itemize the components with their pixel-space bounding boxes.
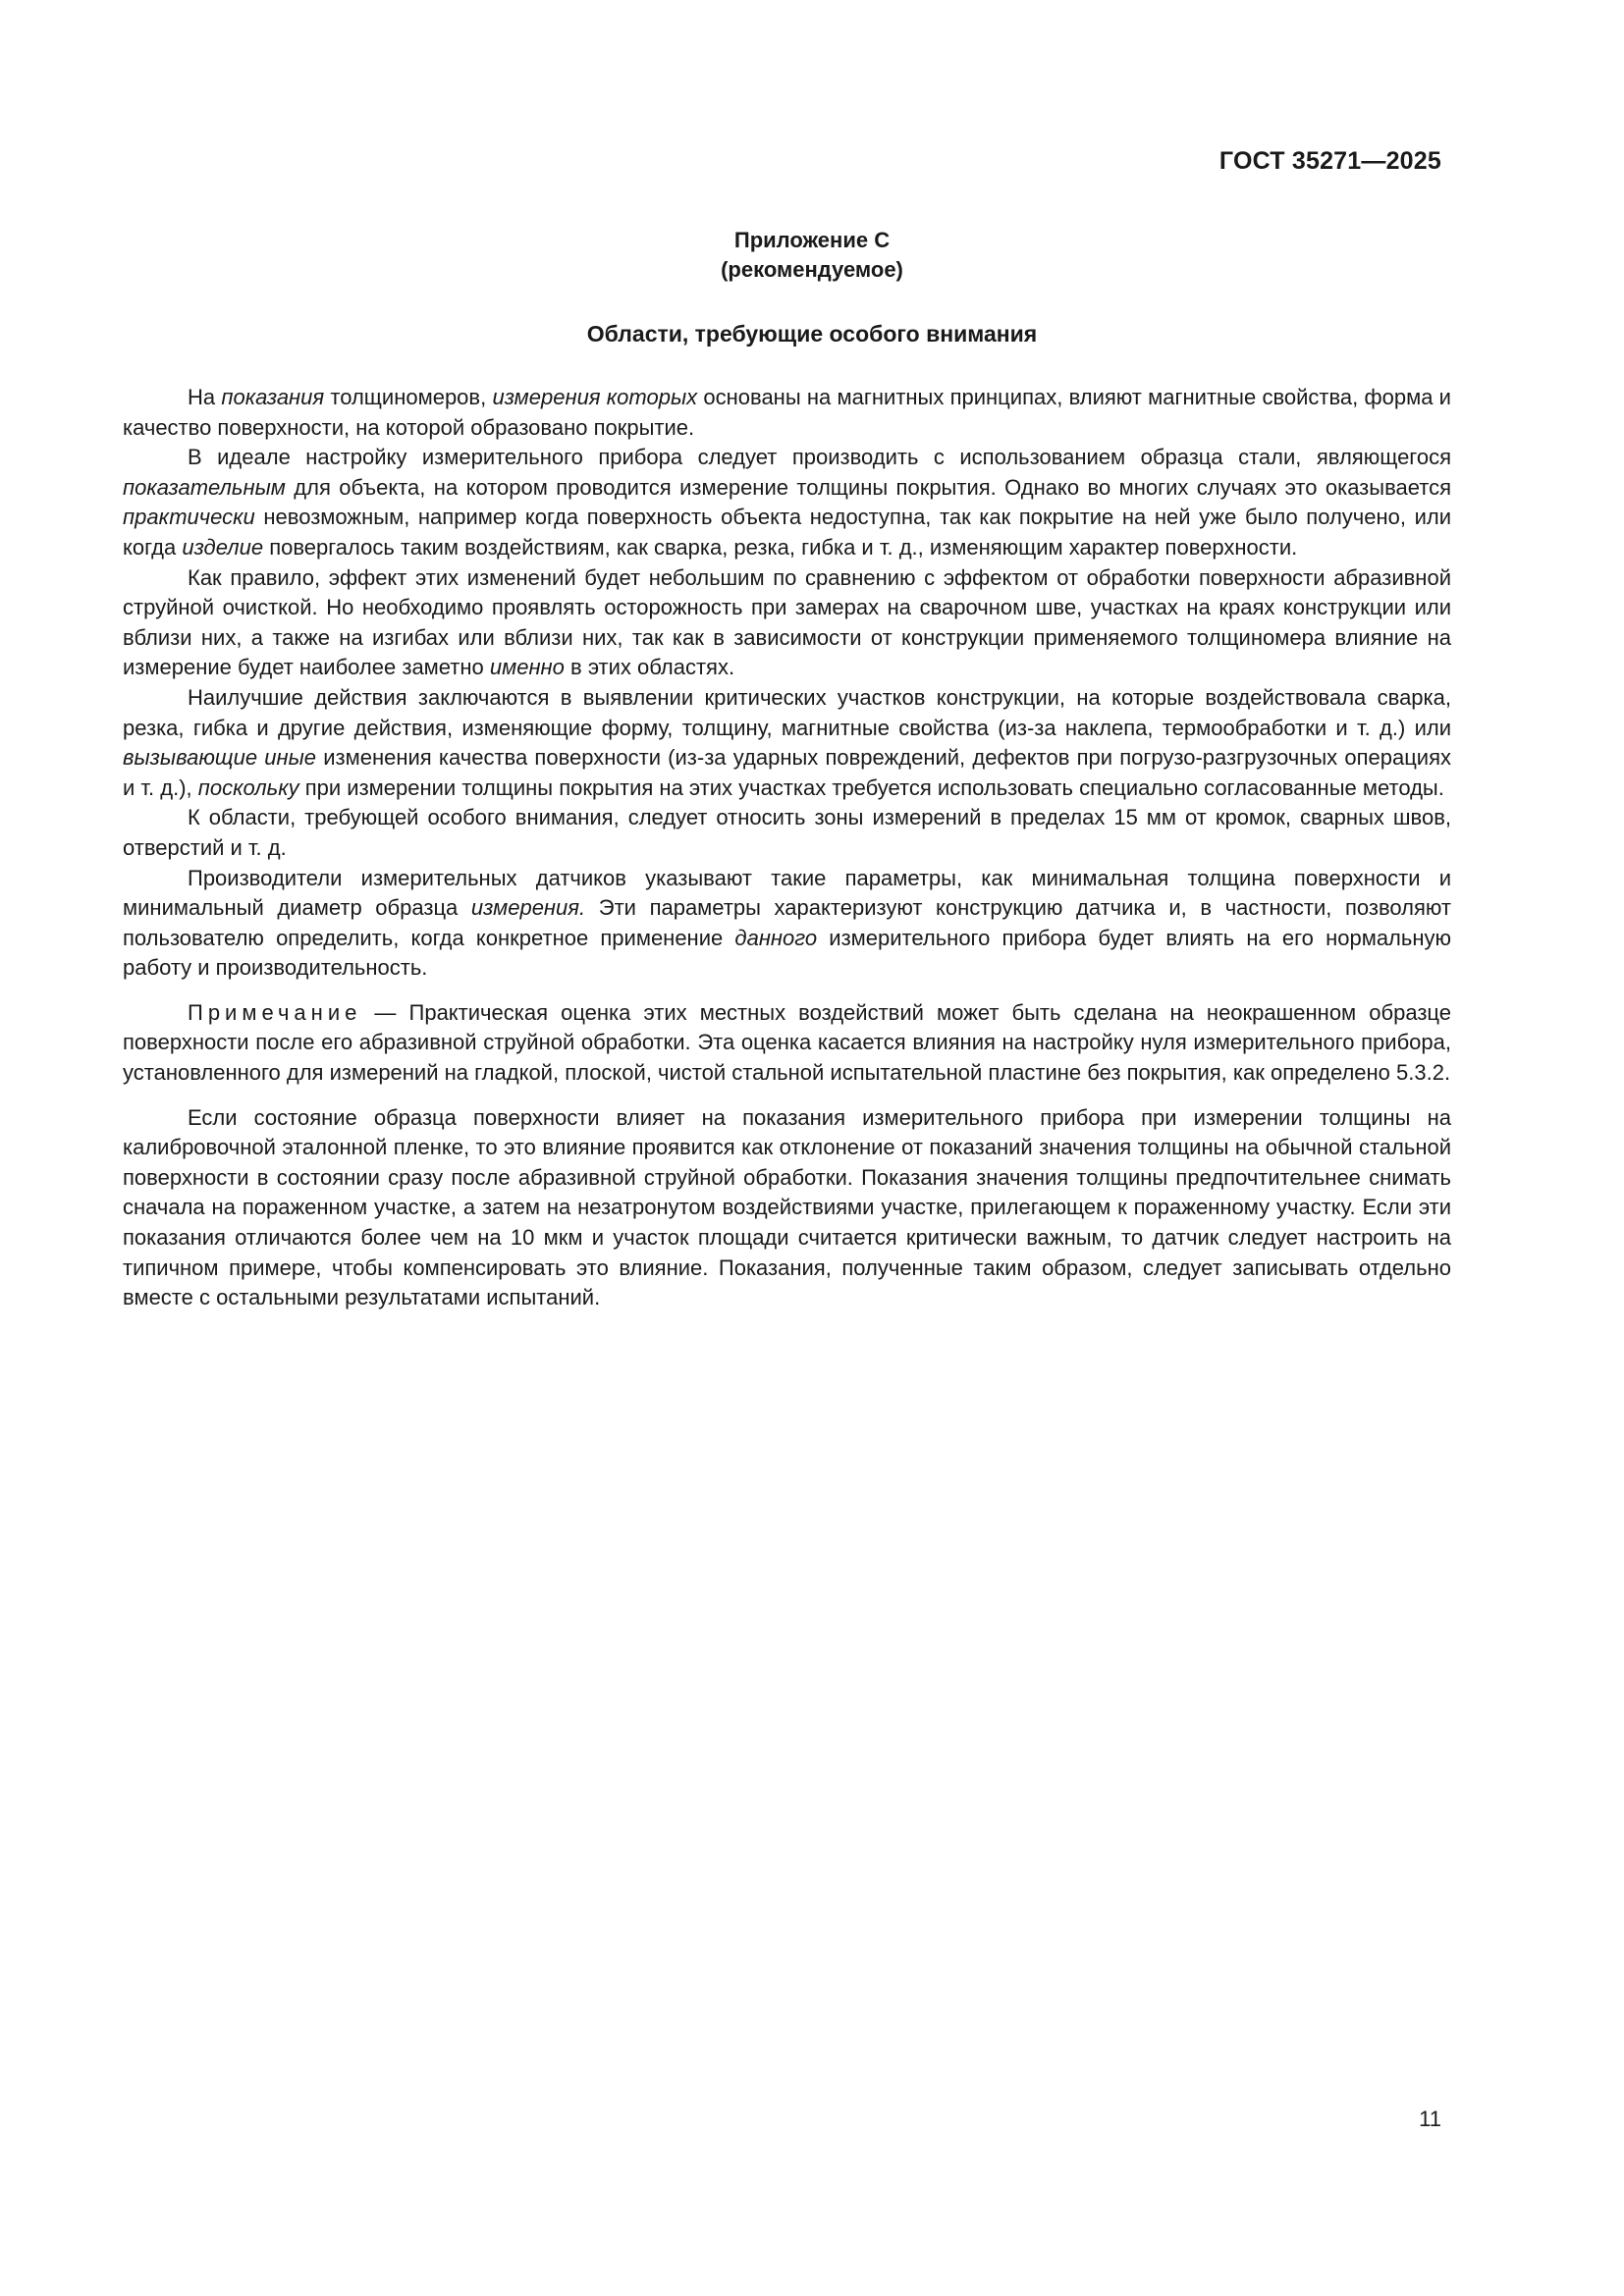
italic-run: показания	[221, 385, 325, 409]
text-run: изменения качества поверхности (из-за ударных повреждений, дефектов при погрузо-разгрузочных операциях и т. д.),	[123, 745, 1452, 800]
text-run: В идеале настройку измерительного прибора следует производить с использованием образца стали, являющегося	[188, 445, 1451, 470]
body-text	[123, 383, 1451, 1313]
note-paragraph	[123, 998, 1451, 1089]
text-run: Наилучшие действия заключаются в выявлении критических участков конструкции, на которые воздействовала сварка, резка, гибка и другие действия, изменяющие форму, толщину, магнитные свойства (из-за наклепа, термообработки и т. д.) или	[123, 684, 1451, 740]
page-number: 11	[1419, 2107, 1441, 2131]
italic-run: вызывающие иные	[123, 745, 317, 771]
text-run: Эти параметры характеризуют конструкцию датчика и, в частности, позволяют пользователю определить, когда конкретное применение	[123, 895, 1451, 950]
italic-run: изделие	[182, 534, 264, 560]
note-text: — Практическая оценка этих местных воздействий может быть сделана на неокрашенном образце поверхности после его абразивной струйной обработки. Эта оценка касается влияния на настройку нуля измерительного прибора, установленного для измерений на гладкой, плоской, чистой стальной испытательной пластине без покрытия, как определено 5.3.2.	[123, 999, 1451, 1086]
appendix-status: (рекомендуемое)	[721, 257, 903, 282]
document-code: ГОСТ 35271—2025	[1218, 147, 1441, 175]
text-run: толщиномеров,	[324, 385, 493, 409]
italic-run: данного	[734, 925, 818, 950]
text-run: На	[188, 385, 222, 409]
paragraph-7	[123, 1103, 1451, 1313]
italic-run: измерения которых	[492, 385, 698, 409]
italic-run: показательным	[123, 474, 286, 500]
paragraph-6	[123, 864, 1451, 984]
text-run: основаны на магнитных принципах, влияют магнитные свойства, форма и качество поверхности, на которой образовано покрытие.	[123, 385, 1451, 440]
text-run: при измерении толщины покрытия на этих участках требуется использовать специально согласованные методы.	[298, 774, 1444, 800]
text-run: измерительного прибора будет влиять на его нормальную работу и производительность.	[123, 925, 1452, 981]
italic-run: практически	[123, 505, 255, 530]
italic-run: измерения.	[470, 895, 586, 921]
text-run: Как правило, эффект этих изменений будет небольшим по сравнению с эффектом от обработки поверхности абразивной струйной очисткой. Но необходимо проявлять осторожность при замерах на сварочном шве, участках на краях конструкции или вблизи них, а также на изгибах или вблизи них, так как в зависимости от конструкции применяемого толщиномера влияние на измерение будет наиболее заметно	[123, 564, 1451, 680]
paragraph-3	[123, 563, 1451, 683]
text-run: Производители измерительных датчиков указывают такие параметры, как минимальная толщина поверхности и минимальный диаметр образца	[123, 865, 1451, 921]
text-run: повергалось таким воздействиям, как сварка, резка, гибка и т. д., изменяющим характер поверхности.	[263, 534, 1298, 560]
paragraph-5	[123, 803, 1451, 863]
italic-run: именно	[489, 655, 565, 680]
text-run: для объекта, на котором проводится измерение толщины покрытия. Однако во многих случаях это оказывается	[285, 474, 1451, 500]
note-label: Примечание	[188, 999, 362, 1025]
appendix-heading	[0, 226, 1624, 285]
italic-run: поскольку	[197, 774, 299, 800]
paragraph-1	[123, 383, 1451, 443]
appendix-title: Приложение C	[733, 228, 891, 252]
text-run: К области, требующей особого внимания, следует относить зоны измерений в пределах 15 мм от кромок, сварных швов, отверстий и т. д.	[123, 805, 1451, 860]
text-run: в этих областях.	[564, 655, 735, 680]
paragraph-2	[123, 443, 1451, 562]
section-title: Области, требующие особого внимания	[586, 321, 1038, 347]
paragraph-4	[123, 683, 1451, 803]
text-run: невозможным, например когда поверхность объекта недоступна, так как покрытие на ней уже было получено, или когда	[123, 505, 1451, 560]
text-run: Если состояние образца поверхности влияет на показания измерительного прибора при измерении толщины на калибровочной эталонной пленке, то это влияние проявится как отклонение от показаний значения толщины на обычной стальной поверхности в состоянии сразу после абразивной струйной обработки. Показания значения толщины предпочтительнее снимать сначала на пораженном участке, а затем на незатронутом воздействиями участке, прилегающем к пораженному участку. Если эти показания отличаются более чем на 10 мкм и участок площади считается критически важным, то датчик следует настроить на типичном примере, чтобы компенсировать это влияние. Показания, полученные таким образом, следует записывать отдельно вместе с остальными результатами испытаний.	[123, 1104, 1451, 1310]
